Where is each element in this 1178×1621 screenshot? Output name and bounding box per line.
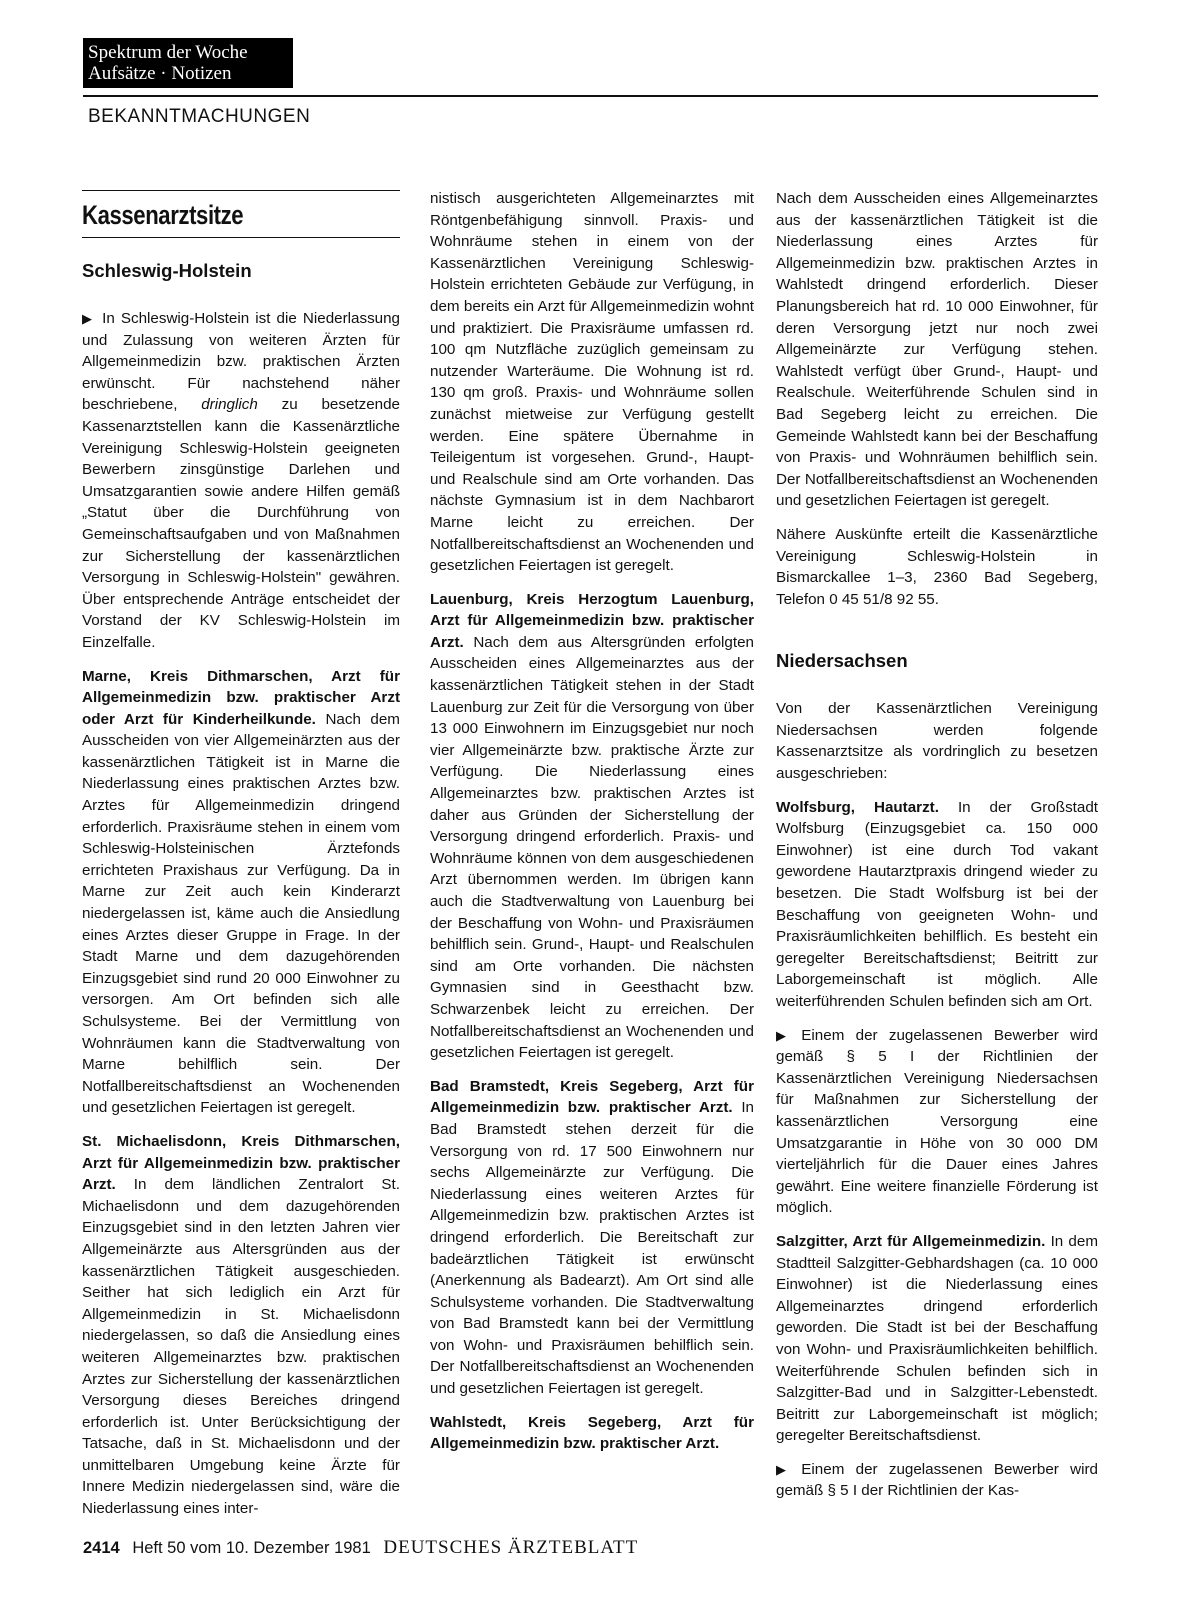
issue-info: Heft 50 vom 10. Dezember 1981 (132, 1539, 371, 1557)
article-title: Kassenarztsitze (82, 200, 244, 230)
section-label: BEKANNTMACHUNGEN (88, 106, 311, 127)
title-rule-bottom (82, 237, 400, 238)
listing-heading: Salzgitter, Arzt für Allgemeinmedizin. (776, 1232, 1046, 1250)
guarantee-text: Einem der zugelassenen Bewerber wird gemäß § 5 I der Richtlinien der Kas- (776, 1460, 1098, 1500)
listing-wahlstedt-heading (430, 1412, 754, 1455)
listing-body: In der Großstadt Wolfsburg (Einzugsgebiet ca. 150 000 Einwohner) ist eine durch Tod vakant gewordene Hautarztpraxis dringend wieder zu besetzen. Die Stadt Wolfsburg ist bei der Beschaffung von geeigneten Wohn- und Praxisräumlichkeiten behilflich. Es besteht ein geregelter Bereitschaftsdienst; Beitritt zur Laborgemeinschaft ist möglich. Alle weiterführenden Schulen befinden sich am Ort. (776, 798, 1098, 1010)
column-3 (776, 188, 1098, 1502)
badge-line-1: Spektrum der Woche (88, 42, 248, 63)
listing-lauenburg (430, 589, 754, 1064)
listing-heading: St. Michaelisdonn, Kreis Dithmarschen, Arzt für Allgemeinmedizin bzw. praktischer Arzt. (82, 1132, 400, 1194)
section-badge (83, 38, 293, 88)
listing-bad-bramstedt (430, 1076, 754, 1400)
niedersachsen-intro: Von der Kassenärztlichen Vereinigung Niedersachsen werden folgende Kassenarztsitze als vordringlich zu besetzen ausgeschrieben: (776, 700, 1098, 783)
badge-line-2: Aufsätze · Notizen (88, 63, 232, 84)
arrow-icon: ▶ (776, 1461, 786, 1477)
listing-heading: Lauenburg, Kreis Herzogtum Lauenburg, Arzt für Allgemeinmedizin bzw. praktischer Arzt. (430, 590, 754, 651)
listing-marne (82, 666, 400, 1119)
intro-paragraph (82, 308, 400, 654)
arrow-icon: ▶ (776, 1027, 786, 1043)
listing-body: Nach dem Ausscheiden von vier Allgemeinärzten aus der kassenärztlichen Tätigkeit ist in Marne die Niederlassung eines praktischen Arztes bzw. Arztes für Allgemeinmedizin dringend erforderlich. Praxisräume stehen in einem vom Schleswig-Holsteinischen Ärztefonds errichteten Praxishaus zur Verfügung. Da in Marne zur Zeit auch kein Kinderarzt niedergelassen ist, käme auch die Ansiedlung eines Arztes dieser Gruppe in Frage. In der Stadt Marne und dem dazugehörenden Einzugsgebiet sind rund 20 000 Einwohner zu versorgen. Am Ort befinden sich alle Schulsysteme. Bei der Vermittlung von Wohnräumen kann die Stadtverwaltung von Marne behilflich sein. Der Notfallbereitschaftsdienst an Wochenenden und gesetzlichen Feiertagen ist geregelt. (82, 710, 400, 1117)
publication-name: DEUTSCHES ÄRZTEBLATT (383, 1537, 639, 1558)
listing-heading: Bad Bramstedt, Kreis Segeberg, Arzt für Allgemeinmedizin bzw. praktischer Arzt. (430, 1077, 754, 1117)
intro-emphasis: dringlich (201, 396, 258, 414)
region-heading-niedersachsen: Niedersachsen (776, 650, 908, 672)
intro-text-a: In Schleswig-Holstein ist die Niederlassung und Zulassung von weiteren Ärzten für Allgemeinmedizin bzw. praktischen Ärzten erwünscht. Für nachstehend näher beschriebene, (82, 310, 400, 414)
listing-wahlstedt-body: Nach dem Ausscheiden eines Allgemeinarztes aus der kassenärztlichen Tätigkeit ist die Niederlassung eines Arztes für Allgemeinmedizin bzw. praktischen Arztes in Wahlstedt dringend erforderlich. Dieser Planungsbereich hat rd. 10 000 Einwohner, für deren Versorgung jetzt nur noch zwei Allgemeinärzte zur Verfügung stehen. Wahlstedt verfügt über Grund-, Haupt- und Realschule. Weiterführende Schulen sind in Bad Segeberg leicht zu erreichen. Die Gemeinde Wahlstedt kann bei der Beschaffung von Praxis- und Wohnräumen behilflich sein. Der Notfallbereitschaftsdienst an Wochenenden und gesetzlichen Feiertagen ist geregelt. (776, 190, 1098, 510)
wolfsburg-guarantee (776, 1025, 1098, 1219)
guarantee-text: Einem der zugelassenen Bewerber wird gemäß § 5 I der Richtlinien der Kassenärztlichen Vereinigung Niedersachsen für Maßnahmen zur Sicherstellung der kassenärztlichen Versorgung eine Umsatzgarantie in Höhe von 30 000 DM vierteljährlich für die Dauer eines Jahres gewährt. Eine weitere finanzielle Förderung ist möglich. (776, 1026, 1098, 1217)
listing-st-michaelisdonn-continued: nistisch ausgerichteten Allgemeinarztes mit Röntgenbefähigung sinnvoll. Praxis- und Wohnräume stehen in einem von der Kassenärztlichen Vereinigung Schleswig-Holstein errichteten Gebäude zur Verfügung, in dem bereits ein Arzt für Allgemeinmedizin wohnt und praktiziert. Die Praxisräume umfassen rd. 100 qm Nutzfläche zuzüglich gemeinsam zu nutzender Warteräume. Die Wohnung ist rd. 130 qm groß. Praxis- und Wohnräume sollen zunächst mietweise zur Verfügung gestellt werden. Eine spätere Übernahme in Teileigentum ist vorgesehen. Grund-, Haupt- und Realschule sind am Orte vorhanden. Das nächste Gymnasium ist in dem Nachbarort Marne leicht zu erreichen. Der Notfallbereitschaftsdienst an Wochenenden und gesetzlichen Feiertagen ist geregelt. (430, 190, 754, 575)
page-number: 2414 (83, 1539, 120, 1557)
listing-salzgitter (776, 1231, 1098, 1447)
listing-body: Nach dem aus Altersgründen erfolgten Ausscheiden eines Allgemeinarztes aus der kassenärztlichen Tätigkeit stehen in der Stadt Lauenburg zur Zeit für die Versorgung von über 13 000 Einwohnern im Einzugsgebiet nur noch vier Allgemeinärzte bzw. praktische Ärzte zur Verfügung. Die Niederlassung eines Allgemeinarztes bzw. praktischen Arztes ist daher aus Gründen der Sicherstellung der Versorgung dringend erforderlich. Praxis- und Wohnräume können von dem ausgeschiedenen Arzt übernommen werden. Im übrigen kann auch die Stadtverwaltung von Lauenburg bei der Beschaffung von Wohn- und Praxisräumen behilflich sein. Grund-, Haupt- und Realschulen sind am Orte vorhanden. Die nächsten Gymnasien sind in Geesthacht bzw. Schwarzenbek leicht zu erreichen. Der Notfallbereitschaftsdienst an Wochenenden und gesetzlichen Feiertagen ist geregelt. (430, 633, 754, 1062)
listing-heading: Wolfsburg, Hautarzt. (776, 798, 939, 816)
contact-schleswig-holstein: Nähere Auskünfte erteilt die Kassenärztliche Vereinigung Schleswig-Holstein in Bismarckallee 1–3, 2360 Bad Segeberg, Telefon 0 45 51/8 92 55. (776, 525, 1098, 608)
listing-heading: Wahlstedt, Kreis Segeberg, Arzt für Allgemeinmedizin bzw. praktischer Arzt. (430, 1413, 754, 1453)
listing-body: In dem Stadtteil Salzgitter-Gebhardshagen (ca. 10 000 Einwohner) ist die Niederlassung eines Allgemeinarztes dringend erforderlich geworden. Die Stadt ist bei der Beschaffung von Wohn- und Praxisräumlichkeiten behilflich. Weiterführende Schulen befinden sich in Salzgitter-Bad und in Salzgitter-Lebenstedt. Beitritt zur Laborgemeinschaft ist möglich; geregelter Bereitschaftsdienst. (776, 1232, 1098, 1445)
listing-st-michaelisdonn (82, 1131, 400, 1520)
region-heading-schleswig-holstein: Schleswig-Holstein (82, 260, 252, 281)
intro-text-b: zu besetzende Kassenarztstellen kann die Kassenärztliche Vereinigung Schleswig-Holstein geeigneten Bewerbern zinsgünstige Darlehen und Umsatzgarantien sowie andere Hilfen gemäß „Statut über die Durchführung von Gemeinschaftsaufgaben und von Maßnahmen zur Sicherstellung der kassenärztlichen Versorgung in Schleswig-Holstein" gewähren. Über entsprechende Anträge entscheidet der Vorstand der KV Schleswig-Holstein im Einzelfalle. (82, 396, 400, 651)
title-rule-top (82, 190, 400, 191)
arrow-icon: ▶ (82, 311, 92, 326)
listing-heading: Marne, Kreis Dithmarschen, Arzt für Allgemeinmedizin bzw. praktischer Arzt oder Arzt für Kinderheilkunde. (82, 667, 400, 728)
column-1 (82, 190, 400, 1520)
salzgitter-guarantee (776, 1459, 1098, 1502)
header-rule (83, 95, 1098, 97)
page-footer (83, 1537, 638, 1559)
listing-body: In dem ländlichen Zentralort St. Michaelisdonn und dem dazugehörenden Einzugsgebiet sind in den letzten Jahren vier Allgemeinärzte aus Altersgründen aus der kassenärztlichen Tätigkeit ausgeschieden. Seither hat sich lediglich ein Arzt für Allgemeinmedizin in St. Michaelisdonn niedergelassen, so daß die Ansiedlung eines weiteren Allgemeinarztes bzw. praktischen Arztes zur Sicherstellung der kassenärztlichen Versorgung dieses Bereiches dringend erforderlich ist. Unter Berücksichtigung der Tatsache, daß in St. Michaelisdonn und der unmittelbaren Umgebung keine Ärzte für Innere Medizin niedergelassen sind, wäre die Niederlassung eines inter- (82, 1176, 400, 1518)
column-2 (430, 188, 754, 1455)
listing-wolfsburg (776, 797, 1098, 1013)
listing-body: In Bad Bramstedt stehen derzeit für die Versorgung von rd. 17 500 Einwohnern nur sechs Allgemeinärzte zur Verfügung. Die Niederlassung eines weiteren Arztes für Allgemeinmedizin bzw. praktischen Arztes ist dringend erforderlich. Die Bereitschaft zur badeärztlichen Tätigkeit ist erwünscht (Anerkennung als Badearzt). Am Ort sind alle Schulsysteme vorhanden. Die Stadtverwaltung von Bad Bramstedt kann bei der Vermittlung von Wohn- und Praxisräumen behilflich sein. Der Notfallbereitschaftsdienst an Wochenenden und gesetzlichen Feiertagen ist geregelt. (430, 1099, 754, 1398)
